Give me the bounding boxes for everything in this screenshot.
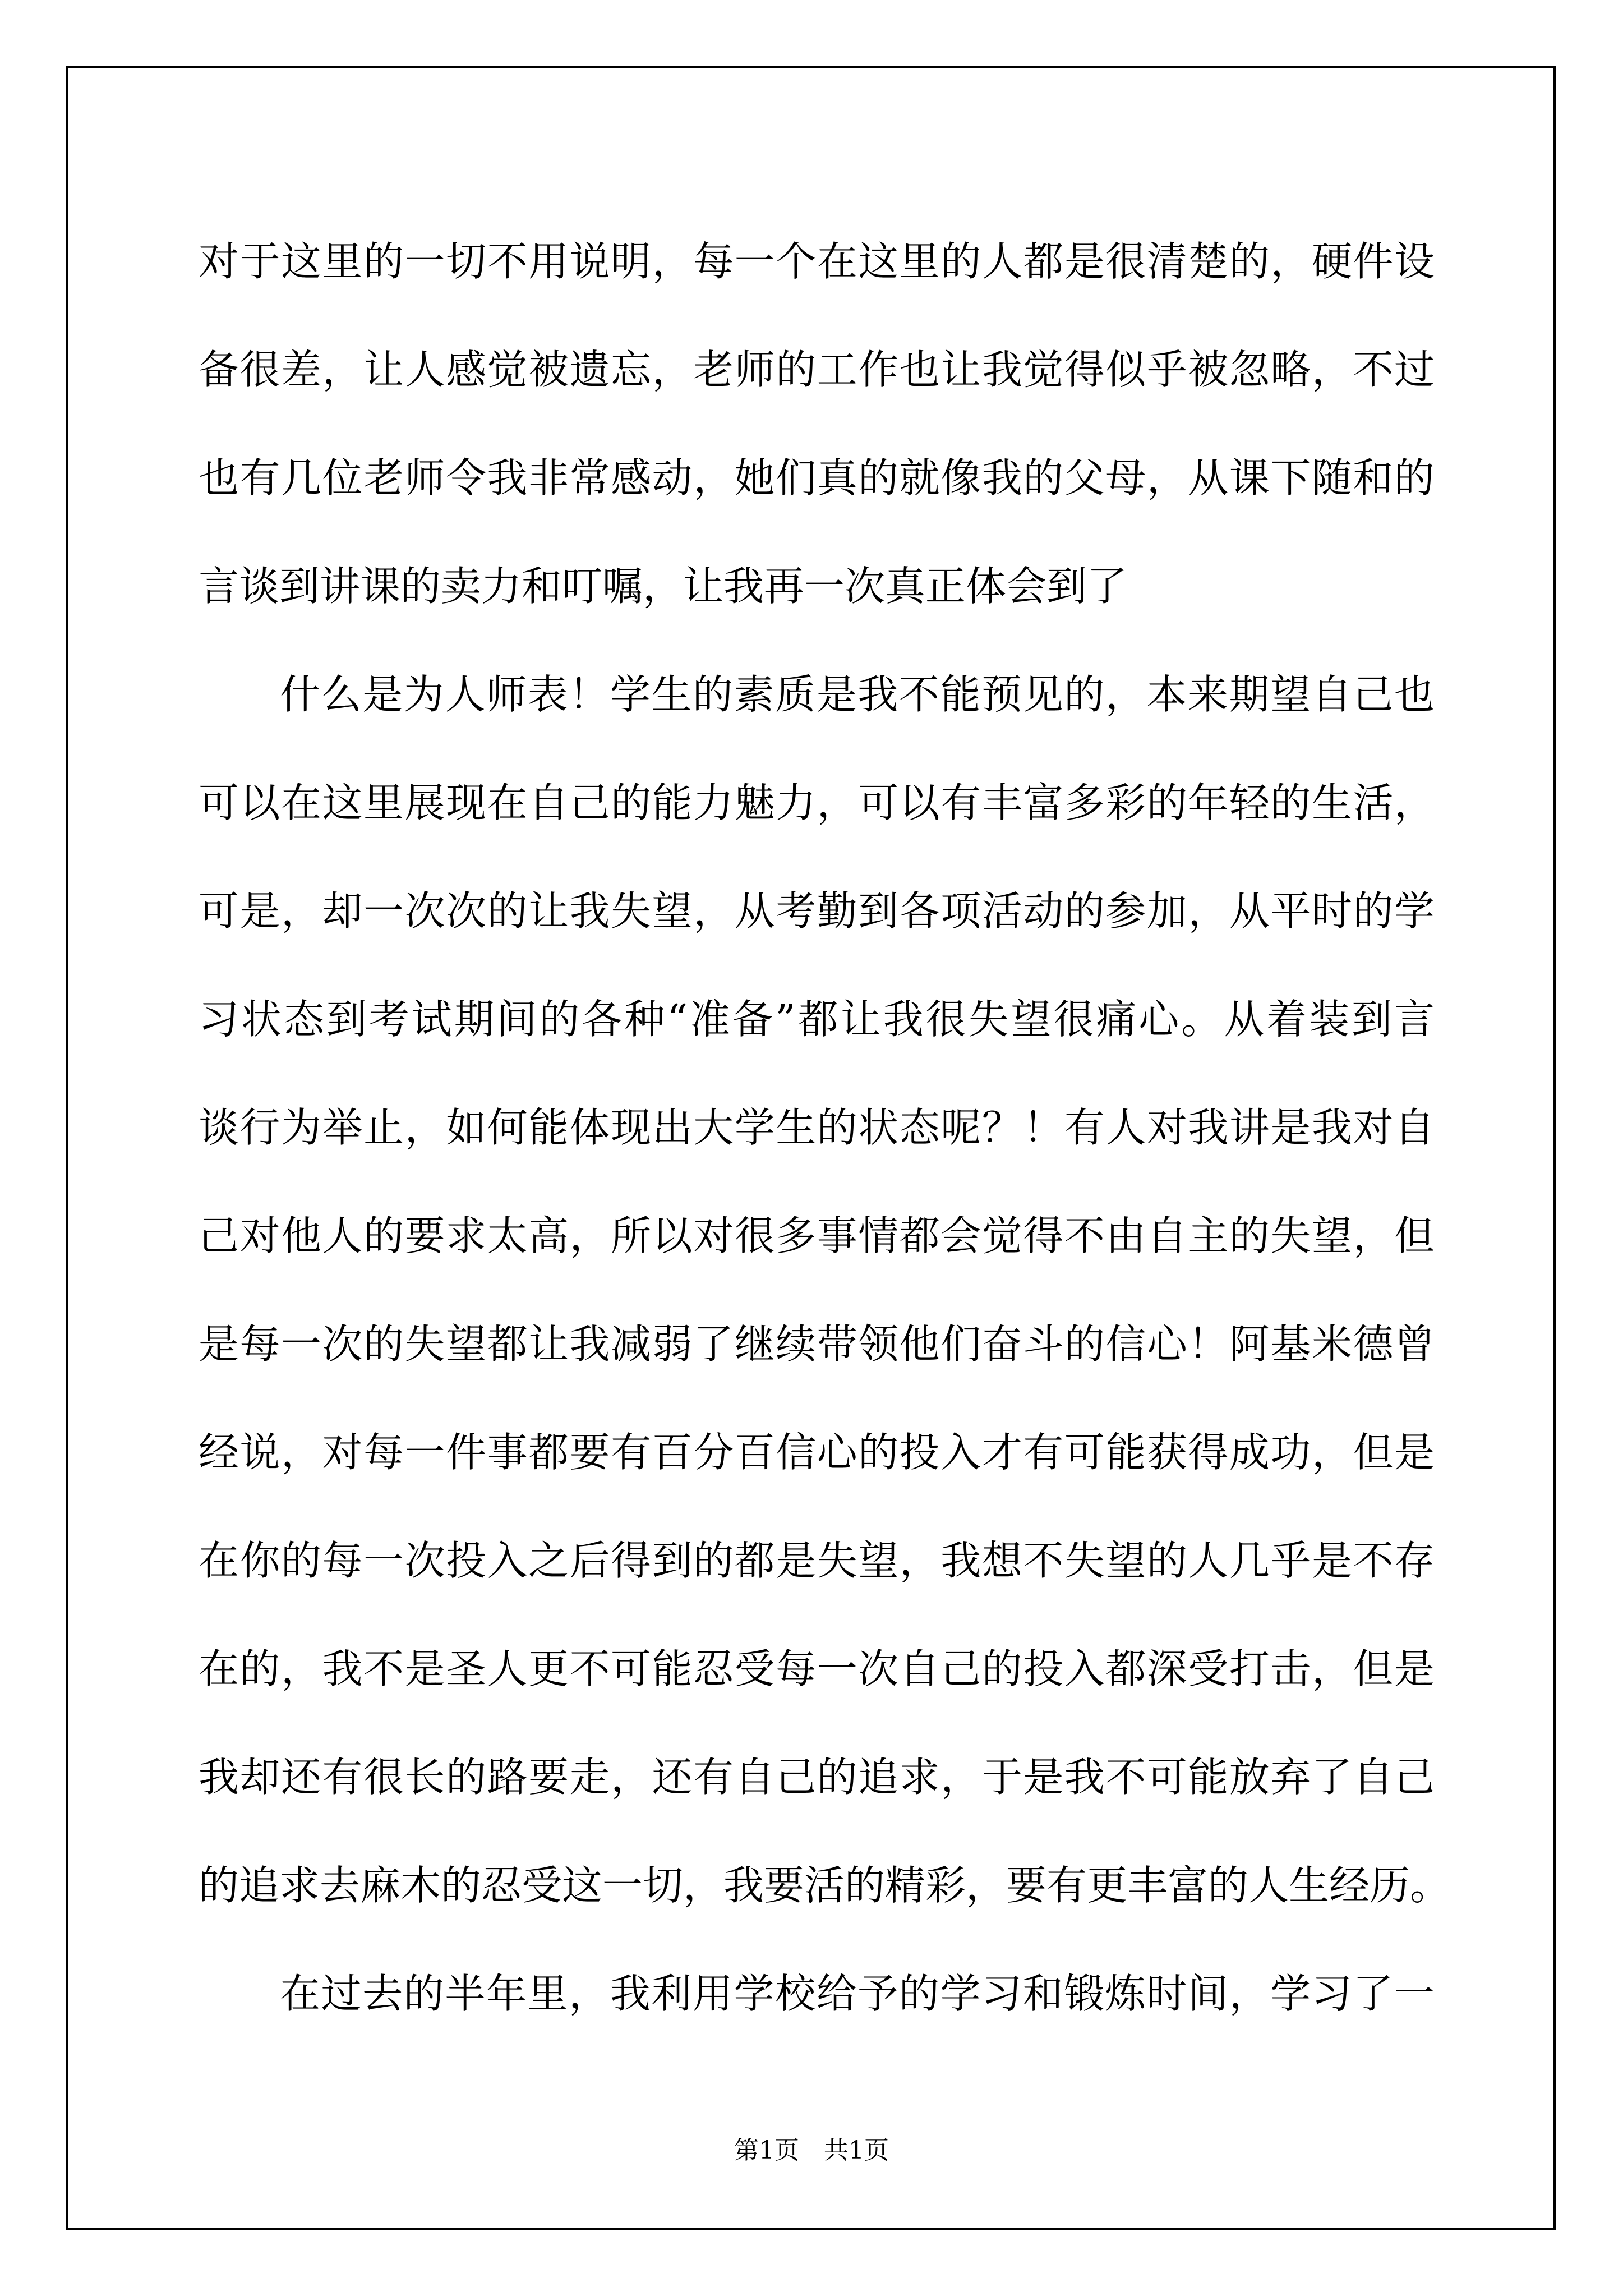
text-line: 备很差，让人感觉被遗忘，老师的工作也让我觉得似乎被忽略，不过 <box>199 346 1435 393</box>
text-line: 可以在这里展现在自己的能力魅力，可以有丰富多彩的年轻的生活， <box>199 779 1435 826</box>
text-line: 习状态到考试期间的各种“准备”都让我很失望很痛心。从着装到言 <box>199 996 1435 1043</box>
text-line: 经说，对每一件事都要有百分百信心的投入才有可能获得成功，但是 <box>199 1429 1435 1476</box>
text-line: 我却还有很长的路要走，还有自己的追求，于是我不可能放弃了自己 <box>199 1754 1435 1801</box>
text-line: 在过去的半年里，我利用学校给予的学习和锻炼时间，学习了一 <box>280 1970 1435 2017</box>
text-line: 也有几位老师令我非常感动，她们真的就像我的父母，从课下随和的 <box>199 454 1435 501</box>
document-body <box>199 208 1451 2048</box>
text-line: 对于这里的一切不用说明，每一个在这里的人都是很清楚的，硬件设 <box>199 238 1435 285</box>
text-line: 谈行为举止，如何能体现出大学生的状态呢？！有人对我讲是我对自 <box>199 1104 1435 1151</box>
text-line: 可是，却一次次的让我失望，从考勤到各项活动的参加，从平时的学 <box>199 887 1435 935</box>
text-line: 言谈到讲课的卖力和叮嘱，让我再一次真正体会到了 <box>199 563 1128 610</box>
text-line: 在的，我不是圣人更不可能忍受每一次自己的投入都深受打击，但是 <box>199 1645 1435 1692</box>
text-line: 在你的每一次投入之后得到的都是失望，我想不失望的人几乎是不存 <box>199 1537 1435 1584</box>
text-line: 是每一次的失望都让我减弱了继续带领他们奋斗的信心！阿基米德曾 <box>199 1320 1435 1368</box>
text-line: 什么是为人师表！学生的素质是我不能预见的，本来期望自己也 <box>280 671 1435 718</box>
page-footer: 第1页 共1页 <box>734 2136 889 2165</box>
text-line: 的追求去麻木的忍受这一切，我要活的精彩，要有更丰富的人生经历。 <box>199 1862 1451 1909</box>
text-line: 己对他人的要求太高，所以对很多事情都会觉得不由自主的失望，但 <box>199 1212 1435 1259</box>
